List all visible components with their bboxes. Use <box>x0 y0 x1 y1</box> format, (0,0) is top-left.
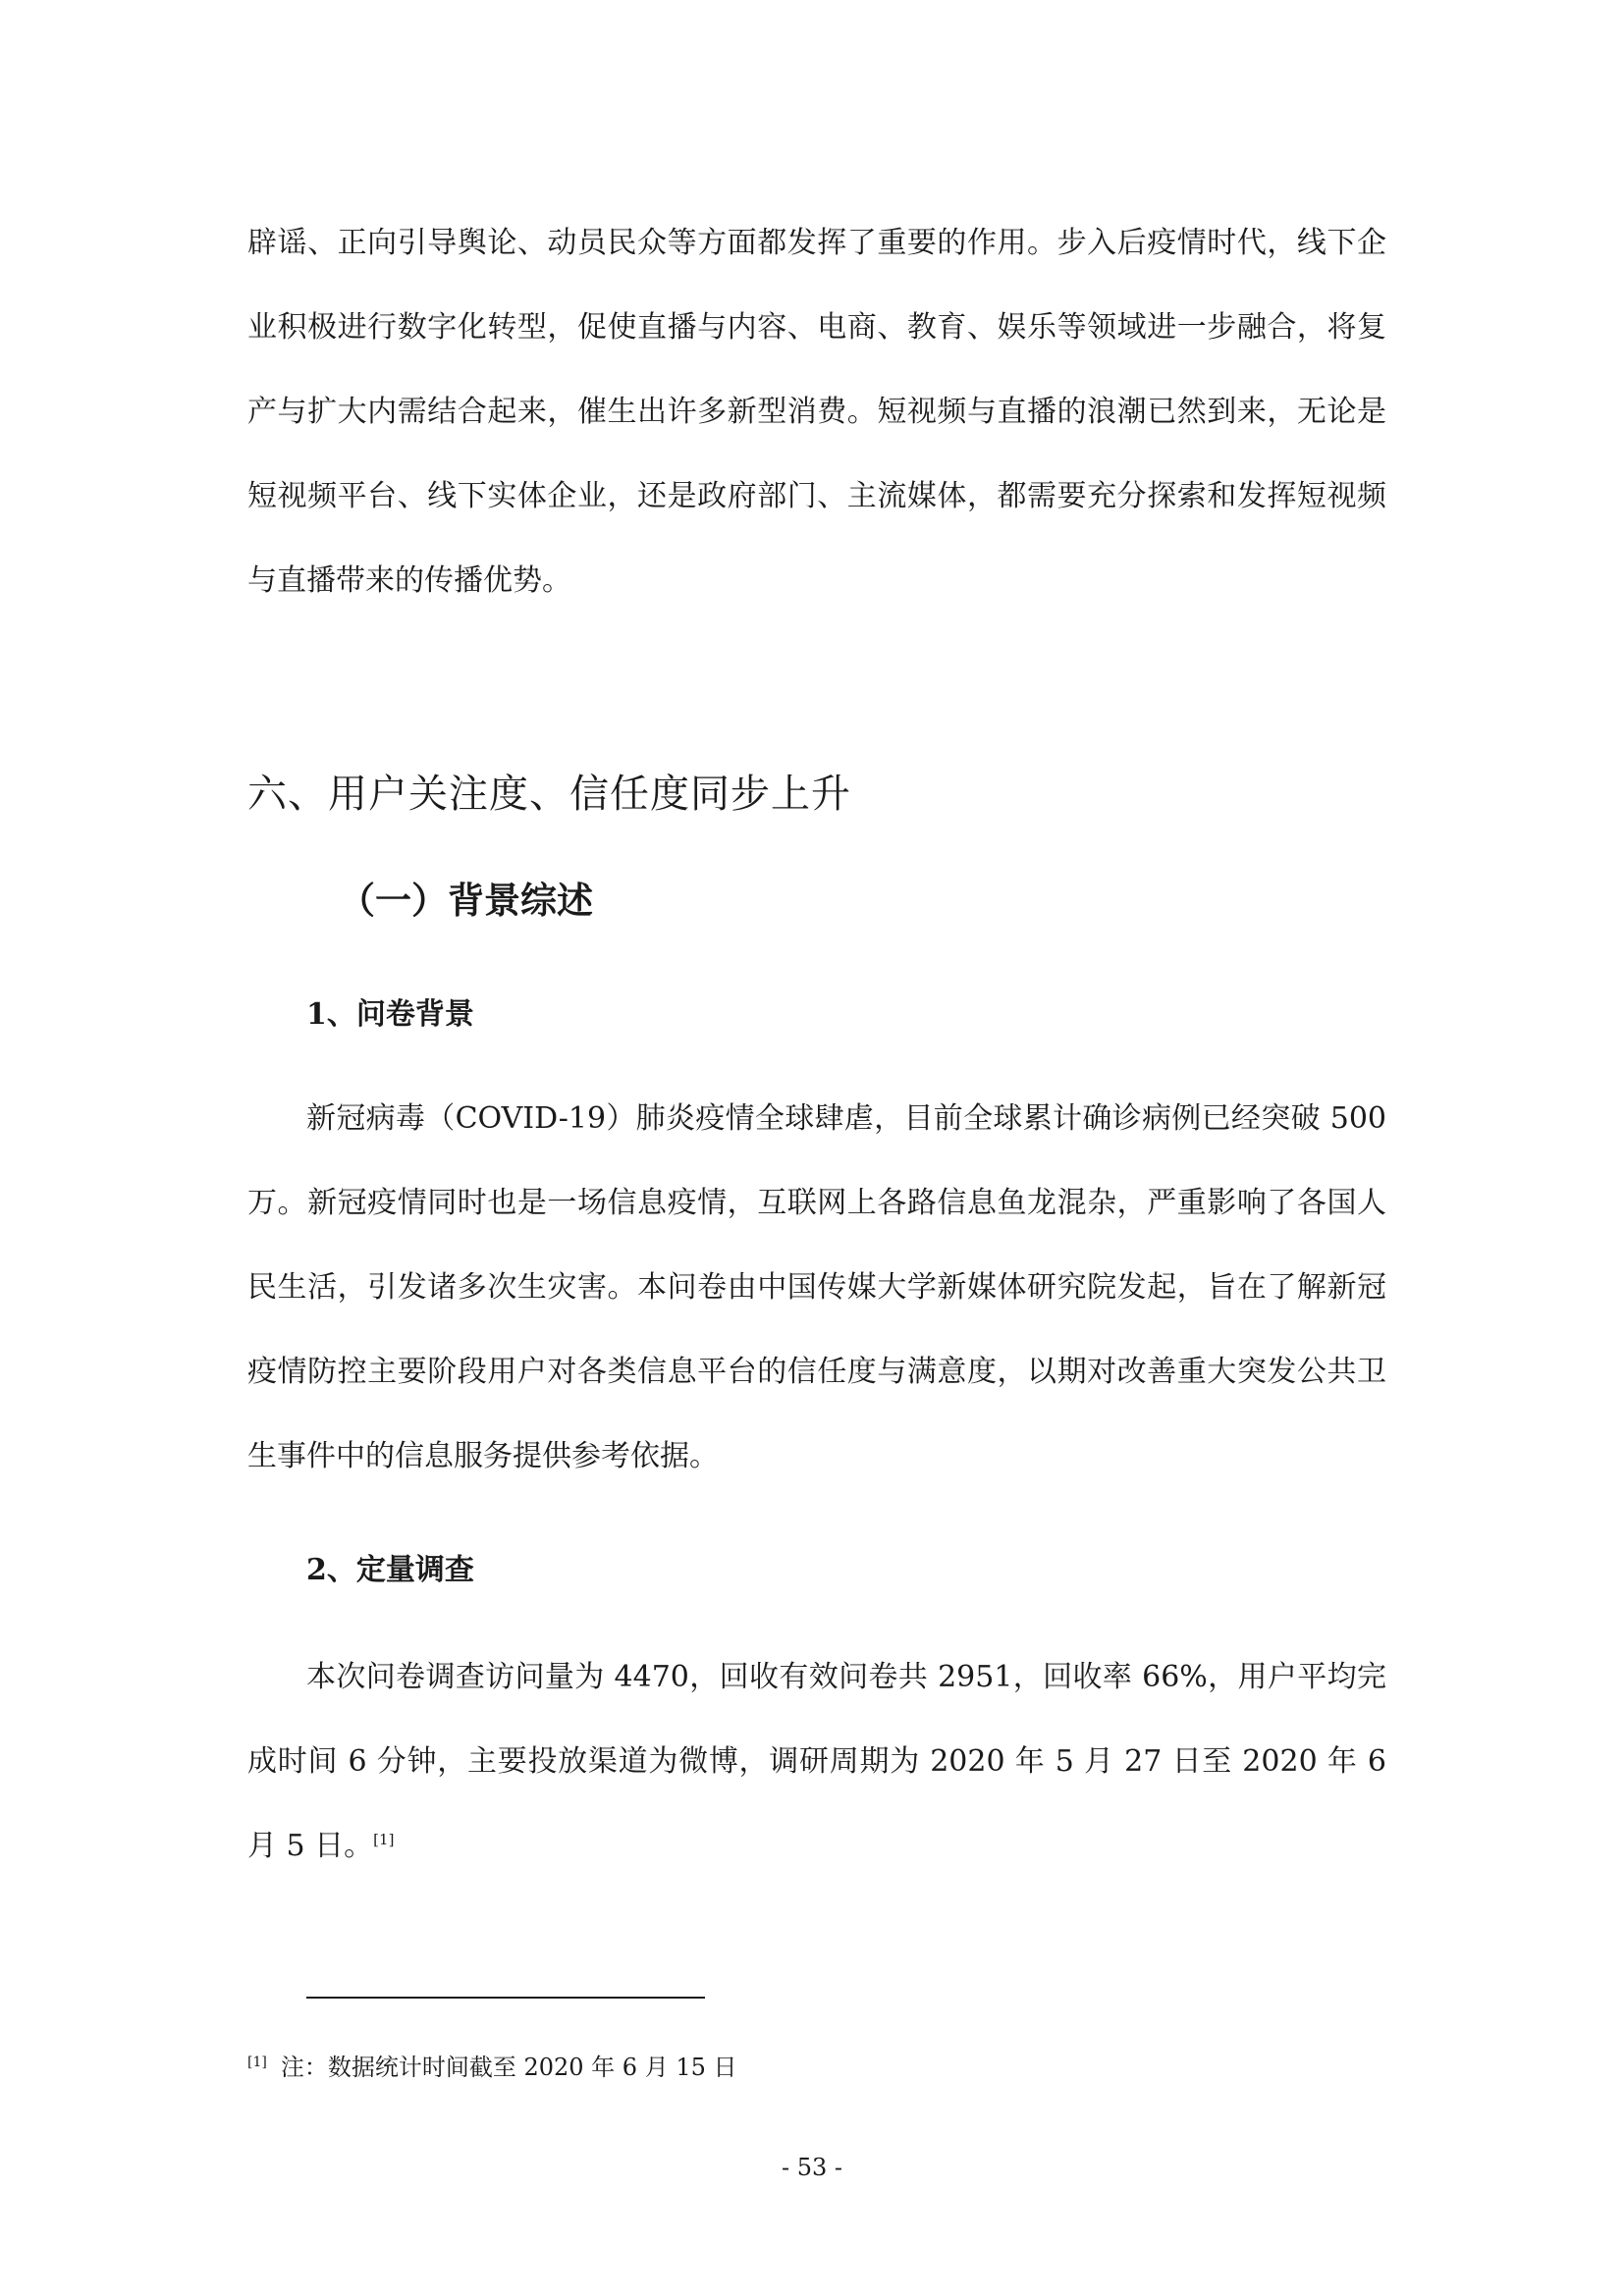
section-heading: 六、用户关注度、信任度同步上升 <box>247 772 851 817</box>
footnote-reference[interactable]: [1] <box>373 1831 395 1848</box>
footnote-marker: [1] <box>247 2055 267 2070</box>
footnote <box>247 2050 737 2085</box>
quantitative-survey-text: 本次问卷调查访问量为 4470，回收有效问卷共 2951，回收率 66%，用户平均完成时间 6 分钟，主要投放渠道为微博，调研周期为 2020 年 5 月 27 日至 2020 年 6 月 5 日。 <box>247 1660 1386 1863</box>
subsection-heading: （一）背景综述 <box>339 879 593 922</box>
survey-background-heading: 1、问卷背景 <box>306 997 474 1032</box>
footnote-separator <box>306 1997 705 1999</box>
survey-background-paragraph: 新冠病毒（COVID-19）肺炎疫情全球肆虐，目前全球累计确诊病例已经突破 500 万。新冠疫情同时也是一场信息疫情，互联网上各路信息鱼龙混杂，严重影响了各国人民生活，引发诸多次生灾害。本问卷由中国传媒大学新媒体研究院发起，旨在了解新冠疫情防控主要阶段用户对各类信息平台的信任度与满意度，以期对改善重大突发公共卫生事件中的信息服务提供参考依据。 <box>247 1101 1386 1473</box>
intro-paragraph: 辟谣、正向引导舆论、动员民众等方面都发挥了重要的作用。步入后疫情时代，线下企业积极进行数字化转型，促使直播与内容、电商、教育、娱乐等领域进一步融合，将复产与扩大内需结合起来，催生出许多新型消费。短视频与直播的浪潮已然到来，无论是短视频平台、线下实体企业，还是政府部门、主流媒体，都需要充分探索和发挥短视频与直播带来的传播优势。 <box>247 226 1386 598</box>
footnote-text: 注：数据统计时间截至 2020 年 6 月 15 日 <box>280 2054 737 2081</box>
quantitative-survey-paragraph <box>247 1635 1386 1889</box>
quantitative-survey-heading: 2、定量调查 <box>306 1553 474 1587</box>
page-number: - 53 - <box>781 2154 842 2181</box>
